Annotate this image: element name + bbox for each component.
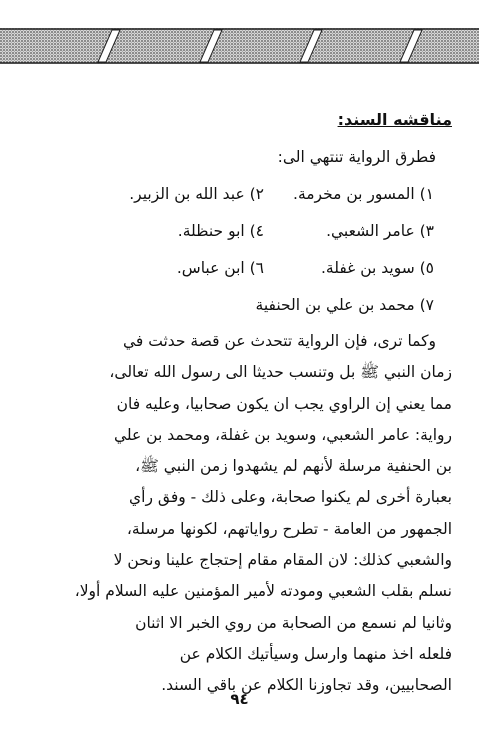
paragraph-line: نسلم بقلب الشعبي ومودته لأمير المؤمنين عليه السلام أولا،	[74, 582, 452, 601]
section-heading: مناقشه السند:	[337, 110, 452, 129]
paragraph-line: زمان النبي ﷺ بل وتنسب حديثا الى رسول الله تعالى،	[109, 363, 452, 382]
paragraph-line: الصحابيين، وقد تجاوزنا الكلام عن باقي السند.	[161, 676, 452, 695]
narrator-item: ١) المسور بن مخرمة.	[293, 185, 434, 203]
paragraph-line: بعبارة أخرى لم يكنوا صحابة، وعلى ذلك - وفق رأي	[129, 488, 452, 507]
narrator-item: ٥) سويد بن غفلة.	[320, 259, 434, 277]
body-paragraph	[26, 326, 452, 702]
paragraph-line: رواية: عامر الشعبي، وسويد بن غفلة، ومحمد بن علي	[113, 425, 452, 444]
document-body	[26, 110, 452, 702]
narrator-row	[26, 213, 452, 250]
narrator-item: ٧) محمد بن علي بن الحنفية	[255, 296, 434, 314]
paragraph-line: والشعبي كذلك: لان المقام مقام إحتجاج علينا ونحن لا	[113, 551, 452, 570]
narrator-item: ٦) ابن عباس.	[176, 259, 264, 277]
narrator-row	[26, 287, 452, 324]
paragraph-line: وثانيا لم نسمع من الصحابة من روي الخبر الا اثنان	[135, 613, 452, 632]
narrator-row	[26, 176, 452, 213]
page-number: ٩٤	[230, 690, 249, 708]
paragraph-line: مما يعني إن الراوي يجب ان يكون صحابيا، وعليه فان	[116, 394, 452, 413]
narrator-row	[26, 250, 452, 287]
narrator-item: ٣) عامر الشعبي.	[326, 222, 434, 240]
header-decorative-band	[0, 28, 479, 64]
narrator-item: ٤) ابو حنظلة.	[177, 222, 264, 240]
narrator-item: ٢) عبد الله بن الزبير.	[129, 185, 264, 203]
paragraph-line: الجمهور من العامة - تطرح رواياتهم، لكونها مرسلة،	[126, 519, 452, 538]
paragraph-line: بن الحنفية مرسلة لأنهم لم يشهدوا زمن النبي ﷺ،	[135, 457, 452, 476]
intro-line: فطرق الرواية تنتهي الى:	[277, 148, 436, 166]
paragraph-line: وكما ترى، فإن الرواية تتحدث عن قصة حدثت في	[123, 332, 436, 350]
paragraph-line: فلعله اخذ منهما وارسل وسيأتيك الكلام عن	[179, 644, 452, 663]
